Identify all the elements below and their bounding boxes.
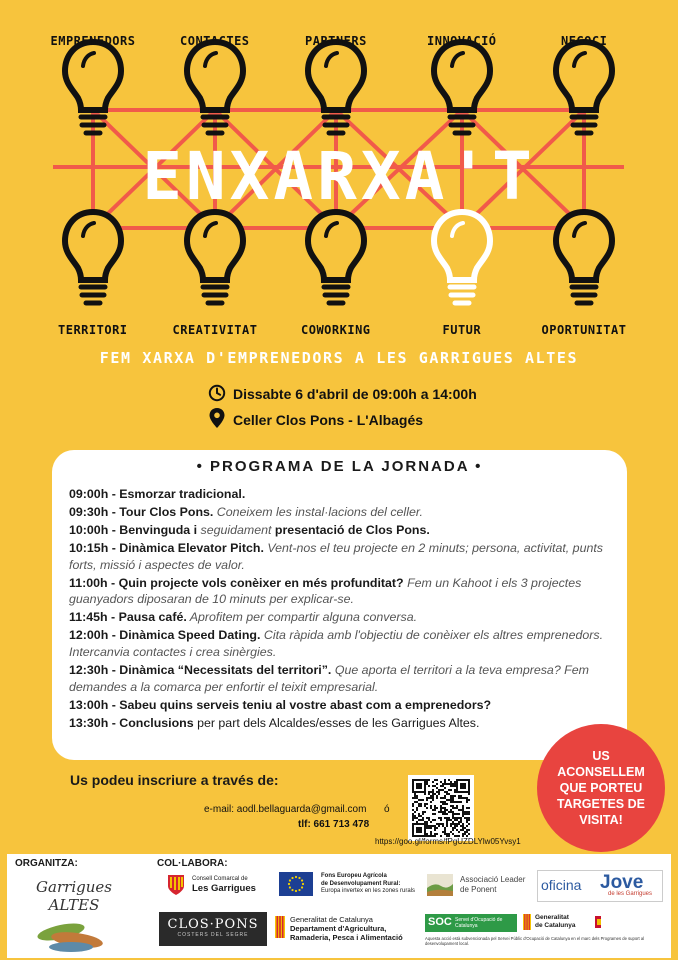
program-item-bold: 10:15h - Dinàmica Elevator Pitch. — [69, 541, 264, 555]
program-item-note: per part dels Alcaldes/esses de les Garrigues Altes. — [193, 715, 480, 730]
bulb-label-bottom: CREATIVITAT — [172, 323, 258, 337]
program-card — [52, 450, 627, 760]
bulb-label-bottom: OPORTUNITAT — [541, 323, 627, 337]
program-item — [69, 575, 619, 608]
clos-pons-logo — [159, 912, 267, 946]
or-text: ó — [384, 804, 390, 815]
program-item — [69, 522, 619, 539]
gen-line-2: Departament d'Agricultura, — [290, 924, 387, 933]
program-item — [69, 540, 619, 573]
lightbulb-lit-icon — [434, 212, 490, 303]
clos-pons-sub: COSTERS DEL SEGRE — [177, 932, 249, 938]
lightbulb-icon — [187, 212, 243, 303]
program-item-bold: 13:00h - Sabeu quins serveis teniu al vostre abast com a emprenedors? — [69, 697, 492, 712]
landscape-icon — [427, 874, 453, 896]
eu-flag-icon — [279, 872, 313, 896]
program-item-desc: Fem un Kahoot i els 3 projectes guanyadors diposaran de 10 minuts per explicar-se. — [69, 575, 582, 607]
eu-line-2: de Desenvolupament Rural: — [321, 880, 401, 887]
small-print: Aquesta acció està subvencionada pel Servei Públic d'Ocupació de Catalunya en el marc dels Programes de suport al desenvolupament local. — [425, 936, 645, 946]
bulb-label-top: CONTACTES — [180, 34, 250, 48]
event-date: Dissabte 6 d'abril de 09:00h a 14:00h — [233, 386, 477, 402]
clos-pons-text: CLOS·PONS — [167, 917, 259, 932]
program-item — [69, 627, 619, 660]
leader-line-2: de Ponent — [460, 885, 497, 894]
consell-small: Consell Comarcal de — [192, 876, 248, 882]
senyera-icon — [275, 916, 285, 938]
soc-logo — [425, 914, 517, 932]
qr-code[interactable] — [408, 775, 474, 841]
program-item-bold: 12:30h - Dinàmica “Necessitats del territori”. — [69, 663, 332, 678]
shield-icon — [167, 874, 185, 896]
gen2-line-1: Generalitat — [535, 914, 569, 921]
program-item-bold: 12:00h - Dinàmica Speed Dating. — [69, 628, 261, 643]
garrigues-altes-logo — [29, 878, 119, 959]
bulb-label-top: INNOVACIÓ — [427, 34, 497, 48]
gen-line-3: Ramaderia, Pesca i Alimentació — [290, 933, 403, 942]
program-item — [69, 504, 619, 521]
program-item-bold: 13:30h - Conclusions — [69, 715, 194, 730]
badge-line-1: US — [592, 749, 610, 763]
oficina-jove-logo — [537, 870, 663, 902]
soc-sub: Servei d'Ocupació de Catalunya — [455, 917, 503, 929]
soc-text: SOC — [428, 916, 452, 928]
senyera-small-icon — [523, 914, 531, 930]
colabora-label: COL·LABORA: — [157, 858, 228, 869]
eu-line-1: Fons Europeu Agrícola — [321, 873, 387, 879]
program-item-desc: Cita ràpida amb l'objectiu de conèixer els altres emprenedors. Intercanvia contactes i crea sinèrgies. — [69, 628, 604, 660]
program-item-desc: seguidament — [200, 523, 272, 537]
consell-big: Les Garrigues — [192, 883, 256, 894]
bulb-label-top: EMPRENEDORS — [50, 34, 136, 48]
program-item — [69, 662, 619, 695]
gen2-line-2: de Catalunya — [535, 921, 576, 929]
program-list — [69, 486, 619, 733]
garrigues-leaf-icon — [29, 914, 119, 954]
program-title: • PROGRAMA DE LA JORNADA • — [196, 458, 483, 475]
clock-icon — [208, 384, 226, 402]
eu-line-3: Europa invertex en les zones rurals — [321, 888, 416, 894]
program-item-desc: Vent-nos el teu projecte en 2 minuts; persona, activitat, punts forts, missió i aspectes de valor. — [69, 541, 603, 572]
program-item-desc: Coneixem les instal·lacions del celler. — [213, 505, 423, 519]
program-item-bold: presentació de Clos Pons. — [271, 523, 430, 537]
program-item-bold: 10:00h - Benvinguda i — [69, 523, 201, 537]
lightbulb-icon — [308, 42, 364, 133]
event-place: Celler Clos Pons - L'Albagés — [233, 412, 424, 428]
lightbulb-icon — [556, 42, 612, 133]
event-title: ENXARXA'T — [142, 138, 536, 215]
lightbulb-icon — [65, 212, 121, 303]
organitza-label: ORGANITZA: — [15, 858, 78, 869]
badge-line-3: QUE PORTEU — [559, 781, 643, 795]
jove-sub: de les Garrigues — [608, 891, 653, 897]
program-item-desc: Que aporta el territori a la teva empresa? Fem demandes a la comarca per enfortir el teixit empresarial. — [69, 663, 589, 694]
lightbulb-icon — [556, 212, 612, 303]
program-item — [69, 486, 619, 503]
program-item — [69, 609, 619, 626]
spain-coat-icon — [593, 914, 611, 930]
badge-line-4: TARGETES DE — [557, 797, 645, 811]
gen-line-1: Generalitat de Catalunya — [290, 915, 373, 924]
bulb-label-top: PARTNERS — [305, 34, 367, 48]
email-text[interactable]: e-mail: aodl.bellaguarda@gmail.com — [204, 804, 367, 815]
bulb-label-bottom: TERRITORI — [58, 323, 128, 337]
program-item-bold: 09:30h - Tour Clos Pons. — [69, 505, 214, 519]
program-item-desc: Aprofitem per compartir alguna conversa. — [186, 610, 418, 625]
sponsors-footer — [7, 854, 671, 958]
leader-line-1: Associació Leader — [460, 875, 526, 884]
garrigues-logo-text: Garrigues ALTES — [36, 878, 112, 914]
lightbulb-icon — [187, 42, 243, 133]
badge-line-2: ACONSELLEM — [557, 765, 645, 779]
badge-line-5: VISITA! — [579, 813, 623, 827]
event-subtitle: FEM XARXA D'EMPRENEDORS A LES GARRIGUES ALTES — [99, 349, 579, 367]
program-item — [69, 697, 619, 714]
oficina-text: oficina — [541, 877, 582, 893]
program-item-bold: 09:00h - Esmorzar tradicional. — [69, 487, 246, 501]
bulb-label-top: NEGOCI — [561, 34, 608, 48]
bulb-label-bottom: COWORKING — [301, 323, 371, 337]
phone-text: tlf: 661 713 478 — [298, 819, 370, 830]
program-item-bold: 11:00h - Quin projecte vols conèixer en més profunditat? — [69, 575, 404, 590]
bulb-label-bottom: FUTUR — [442, 323, 482, 337]
location-pin-icon — [209, 408, 225, 428]
lightbulb-icon — [308, 212, 364, 303]
lightbulb-icon — [65, 42, 121, 133]
form-url[interactable]: https://goo.gl/forms/fPgUZDLYlw05Yvsy1 — [375, 837, 521, 846]
register-heading: Us podeu inscriure a través de: — [70, 772, 279, 788]
jove-text: Jove — [600, 872, 644, 893]
lightbulb-icon — [434, 42, 490, 133]
program-item-bold: 11:45h - Pausa café. — [69, 610, 187, 625]
business-cards-badge — [537, 724, 665, 852]
